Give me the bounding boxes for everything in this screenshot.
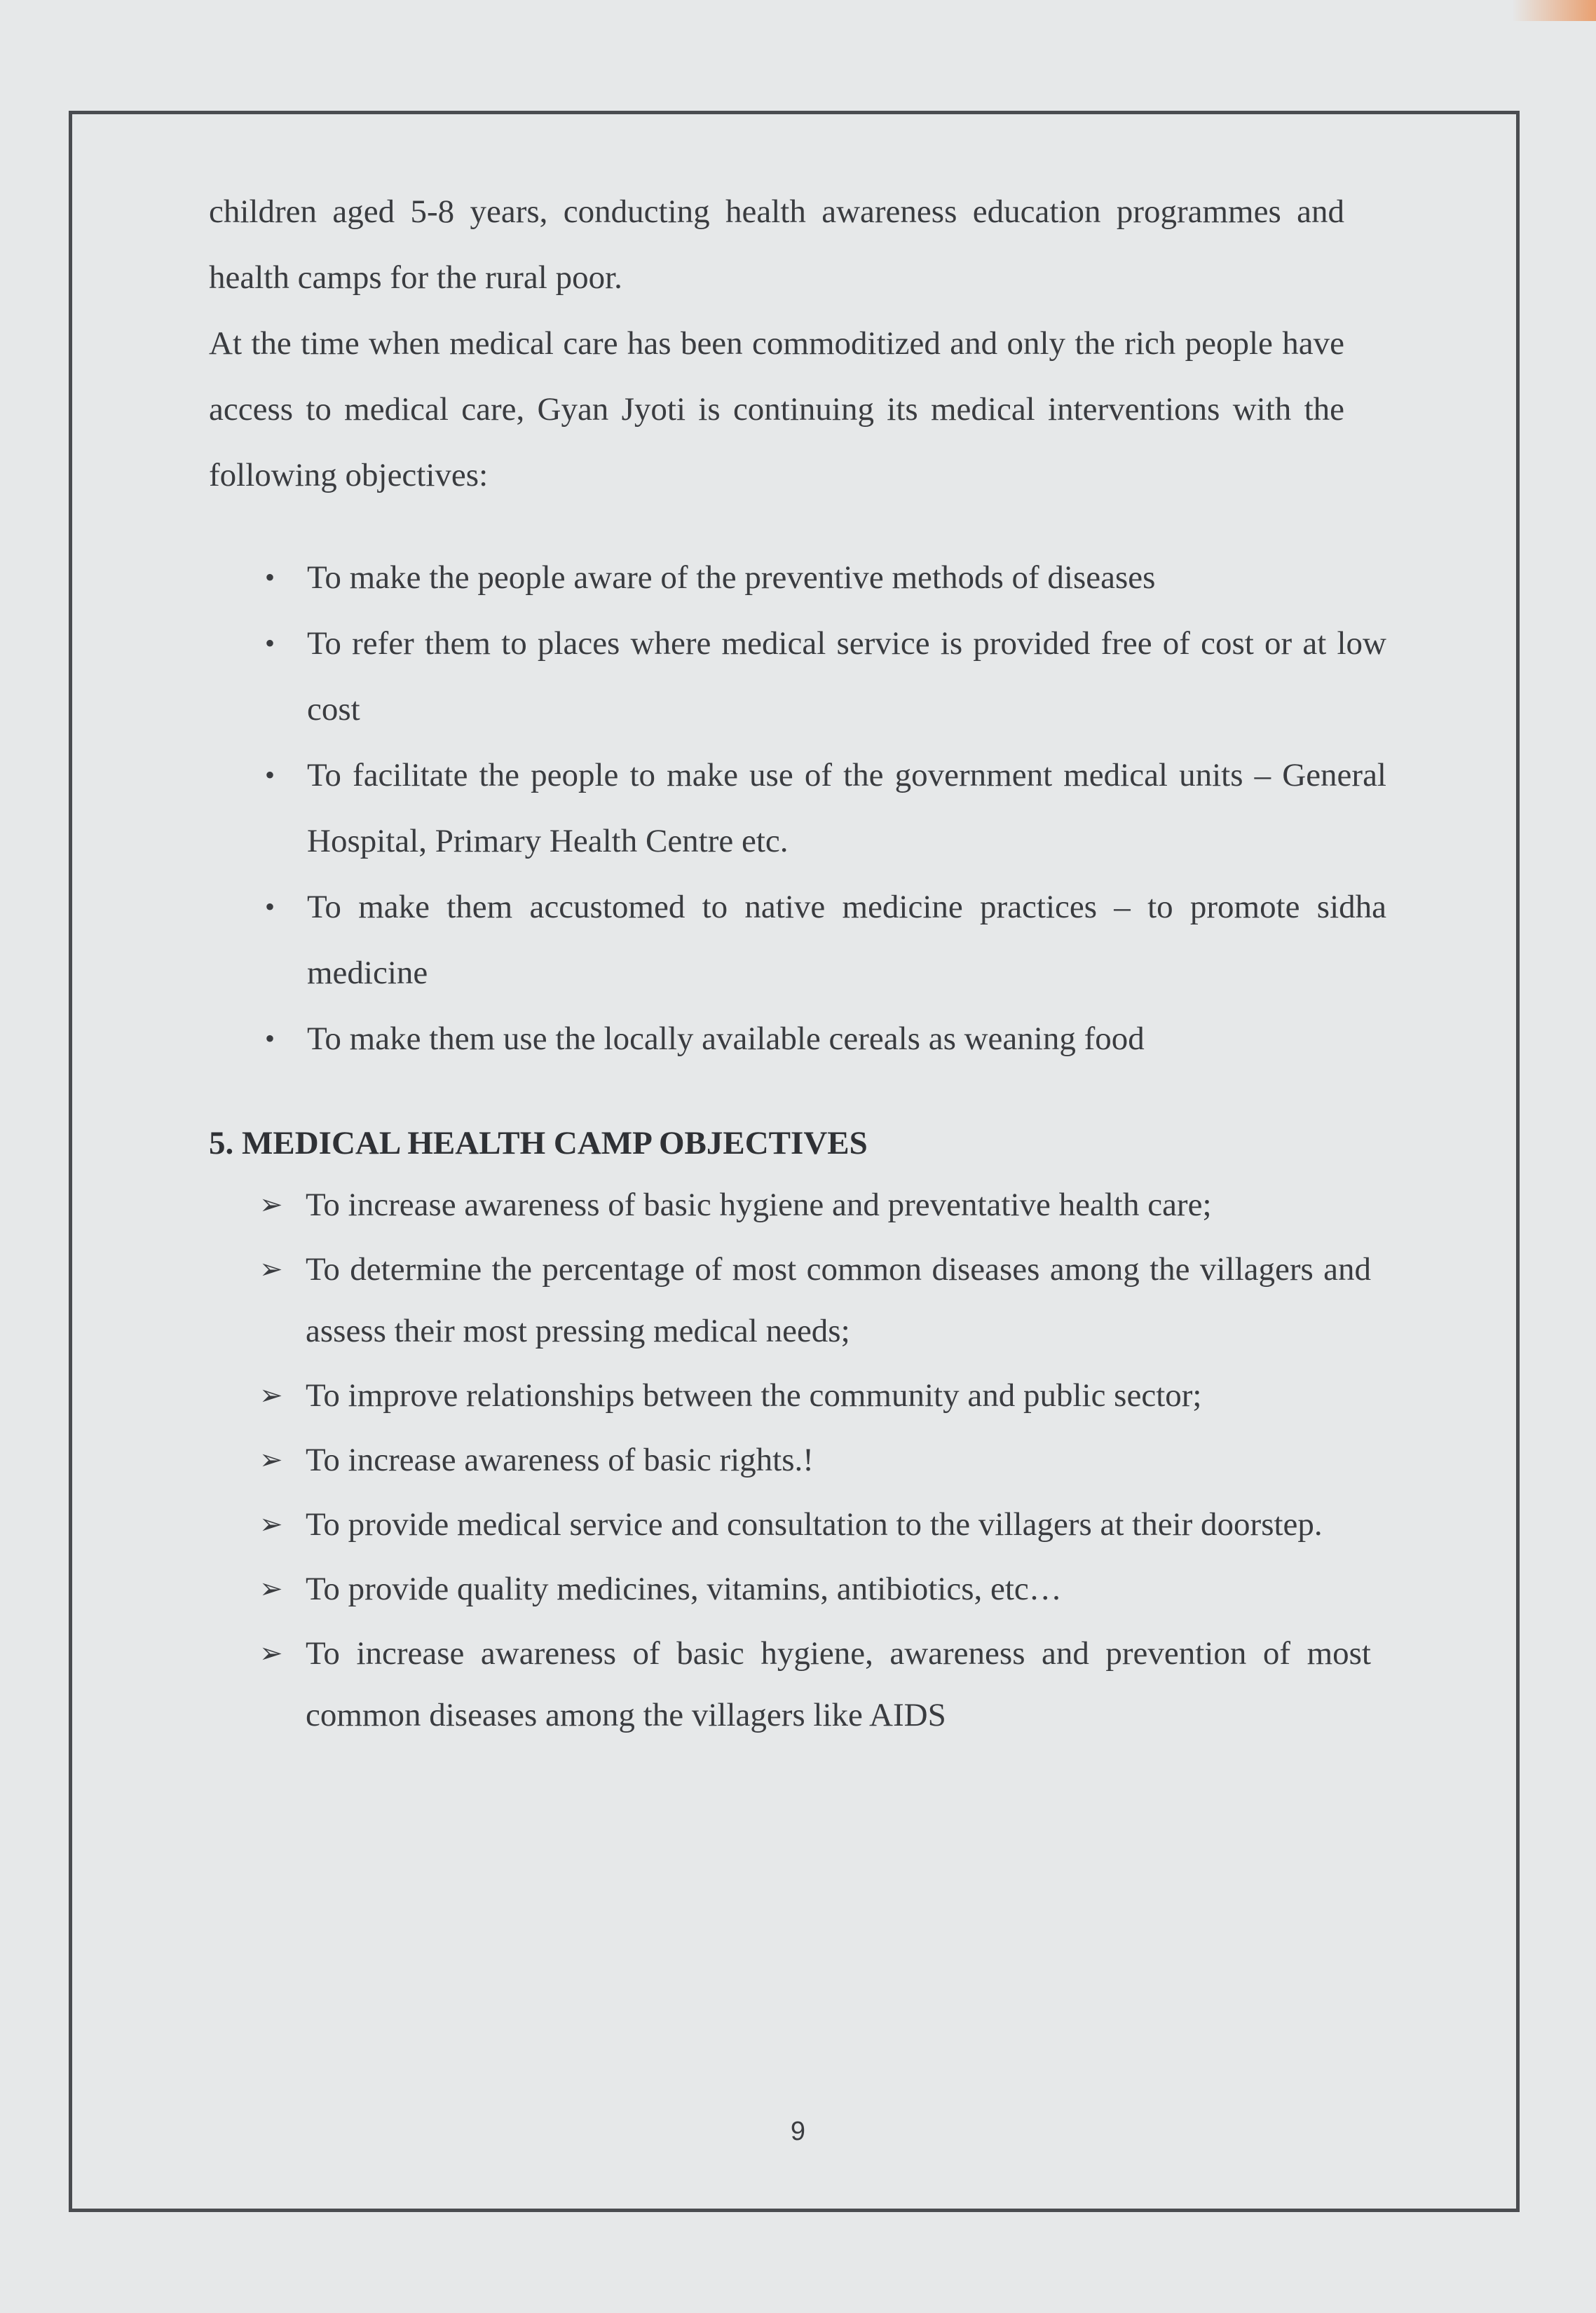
- page-number: 9: [790, 2117, 806, 2146]
- intro-paragraph-2: At the time when medical care has been commoditized and only the rich people have access to medical care, Gyan Jyoti is continuing its medical interventions with the following objectives:: [209, 325, 1344, 493]
- camp-objectives-list: [209, 1174, 1371, 1746]
- intro-paragraph-1: children aged 5-8 years, conducting health awareness education programmes and health camps for the rural poor.: [209, 193, 1344, 296]
- bullet-icon: •: [265, 627, 275, 659]
- list-item-text: To increase awareness of basic hygiene and preventative health care;: [306, 1187, 1212, 1223]
- list-item: [209, 545, 1386, 610]
- list-item-text: To facilitate the people to make use of the government medical units – General Hospital, Primary Health Centre etc.: [307, 757, 1386, 859]
- list-item: [209, 742, 1386, 874]
- list-item-text: To increase awareness of basic rights.!: [306, 1442, 814, 1478]
- list-item: [209, 1429, 1371, 1491]
- list-item: [209, 874, 1386, 1006]
- list-item-text: To make them use the locally available cereals as weaning food: [307, 1021, 1145, 1057]
- arrow-bullet-icon: ➢: [259, 1573, 283, 1604]
- list-item: [209, 1239, 1371, 1362]
- arrow-bullet-icon: ➢: [259, 1253, 283, 1285]
- list-item: [209, 1006, 1386, 1072]
- bullet-icon: •: [265, 1023, 275, 1054]
- bullet-icon: •: [265, 891, 275, 922]
- list-item: [209, 1623, 1371, 1746]
- list-item: [209, 1174, 1371, 1236]
- list-item-text: To determine the percentage of most common diseases among the villagers and assess their most pressing medical needs;: [306, 1251, 1371, 1349]
- list-item-text: To make the people aware of the preventive methods of diseases: [307, 559, 1156, 596]
- objectives-list: [209, 545, 1386, 1072]
- list-item-text: To make them accustomed to native medicine practices – to promote sidha medicine: [307, 889, 1386, 991]
- arrow-bullet-icon: ➢: [259, 1508, 283, 1540]
- arrow-bullet-icon: ➢: [259, 1444, 283, 1475]
- list-item: [209, 1365, 1371, 1426]
- bullet-icon: •: [265, 759, 275, 791]
- list-item: [209, 1558, 1371, 1620]
- list-item-text: To refer them to places where medical service is provided free of cost or at low cost: [307, 625, 1386, 728]
- list-item-text: To increase awareness of basic hygiene, awareness and prevention of most common diseases among the villagers like AIDS: [306, 1635, 1371, 1733]
- bullet-icon: •: [265, 561, 275, 593]
- page-edge-tint: [1512, 0, 1596, 21]
- arrow-bullet-icon: ➢: [259, 1637, 283, 1669]
- arrow-bullet-icon: ➢: [259, 1379, 283, 1411]
- list-item: [209, 1494, 1371, 1555]
- section-heading: 5. MEDICAL HEALTH CAMP OBJECTIVES: [209, 1125, 868, 1161]
- list-item-text: To provide quality medicines, vitamins, antibiotics, etc…: [306, 1571, 1062, 1607]
- page-content: [209, 179, 1386, 1749]
- list-item: [209, 610, 1386, 742]
- list-item-text: To improve relationships between the community and public sector;: [306, 1377, 1202, 1414]
- list-item-text: To provide medical service and consultation to the villagers at their doorstep.: [306, 1506, 1323, 1543]
- arrow-bullet-icon: ➢: [259, 1189, 283, 1220]
